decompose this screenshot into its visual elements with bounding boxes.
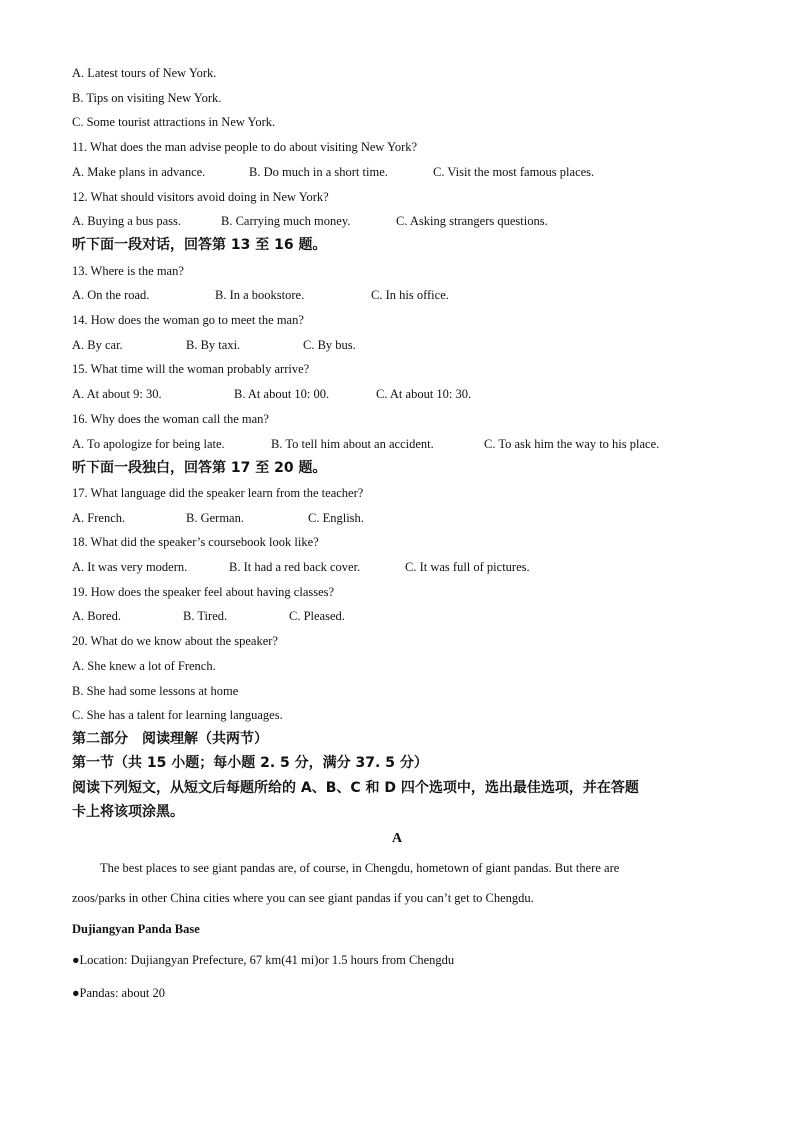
q15-option-a: A. At about 9: 30.	[72, 387, 162, 401]
q19-option-c: C. Pleased.	[289, 609, 345, 623]
q14-stem: 14. How does the woman go to meet the man?	[72, 313, 304, 327]
bullet-location: ●Location: Dujiangyan Prefecture, 67 km(41 mi)or 1.5 hours from Chengdu	[72, 953, 455, 967]
q13-option-a: A. On the road.	[72, 288, 150, 302]
q11-option-a: A. Make plans in advance.	[72, 165, 206, 179]
q15-stem: 15. What time will the woman probably arrive?	[72, 362, 310, 376]
q13-option-c: C. In his office.	[371, 288, 449, 302]
reading-instruction-line2: 卡上将该项涂黑。	[72, 804, 184, 820]
q12-option-b: B. Carrying much money.	[221, 214, 351, 228]
q13-stem: 13. Where is the man?	[72, 264, 184, 278]
q17-option-c: C. English.	[308, 511, 364, 525]
q16-option-a: A. To apologize for being late.	[72, 437, 225, 451]
q19-option-b: B. Tired.	[183, 609, 228, 623]
q16-option-c: C. To ask him the way to his place.	[484, 437, 660, 451]
passage-intro-line2: zoos/parks in other China cities where you can see giant pandas if you can’t get to Chengdu.	[72, 891, 534, 905]
q16-option-b: B. To tell him about an accident.	[271, 437, 434, 451]
q15-option-b: B. At about 10: 00.	[234, 387, 330, 401]
q10-option-a: A. Latest tours of New York.	[72, 66, 217, 80]
q19-stem: 19. How does the speaker feel about having classes?	[72, 585, 335, 599]
section-heading-13-16: 听下面一段对话，回答第 13 至 16 题。	[72, 237, 327, 253]
q18-option-b: B. It had a red back cover.	[229, 560, 361, 574]
q20-stem: 20. What do we know about the speaker?	[72, 634, 278, 648]
q18-option-a: A. It was very modern.	[72, 560, 188, 574]
q12-stem: 12. What should visitors avoid doing in New York?	[72, 190, 329, 204]
q14-option-c: C. By bus.	[303, 338, 356, 352]
q16-stem: 16. Why does the woman call the man?	[72, 412, 269, 426]
q19-option-a: A. Bored.	[72, 609, 121, 623]
passage-intro-line1: The best places to see giant pandas are, of course, in Chengdu, hometown of giant pandas. But there are	[100, 861, 620, 875]
q20-option-b: B. She had some lessons at home	[72, 684, 239, 698]
reading-instruction-line1: 阅读下列短文，从短文后每题所给的 A、B、C 和 D 四个选项中，选出最佳选项，并在答题	[72, 780, 639, 796]
q11-option-c: C. Visit the most famous places.	[433, 165, 595, 179]
q17-stem: 17. What language did the speaker learn from the teacher?	[72, 486, 364, 500]
panda-base-name: Dujiangyan Panda Base	[72, 922, 200, 936]
q17-option-a: A. French.	[72, 511, 126, 525]
q17-option-b: B. German.	[186, 511, 244, 525]
q12-option-a: A. Buying a bus pass.	[72, 214, 182, 228]
q20-option-a: A. She knew a lot of French.	[72, 659, 216, 673]
passage-label: A	[391, 831, 403, 846]
q20-option-c: C. She has a talent for learning languages.	[72, 708, 283, 722]
q10-option-b: B. Tips on visiting New York.	[72, 91, 222, 105]
q14-option-a: A. By car.	[72, 338, 123, 352]
q11-option-b: B. Do much in a short time.	[249, 165, 388, 179]
q13-option-b: B. In a bookstore.	[215, 288, 305, 302]
part2-heading: 第二部分 阅读理解（共两节）	[72, 731, 268, 747]
bullet-pandas: ●Pandas: about 20	[72, 986, 165, 1000]
q18-stem: 18. What did the speaker’s coursebook look like?	[72, 535, 319, 549]
q12-option-c: C. Asking strangers questions.	[396, 214, 548, 228]
section-heading-17-20: 听下面一段独白，回答第 17 至 20 题。	[72, 460, 327, 476]
q11-stem: 11. What does the man advise people to do about visiting New York?	[72, 140, 418, 154]
q18-option-c: C. It was full of pictures.	[405, 560, 530, 574]
part2-section1-heading: 第一节（共 15 小题；每小题 2. 5 分，满分 37. 5 分）	[72, 755, 428, 771]
q15-option-c: C. At about 10: 30.	[376, 387, 472, 401]
q10-option-c: C. Some tourist attractions in New York.	[72, 115, 276, 129]
q14-option-b: B. By taxi.	[186, 338, 241, 352]
